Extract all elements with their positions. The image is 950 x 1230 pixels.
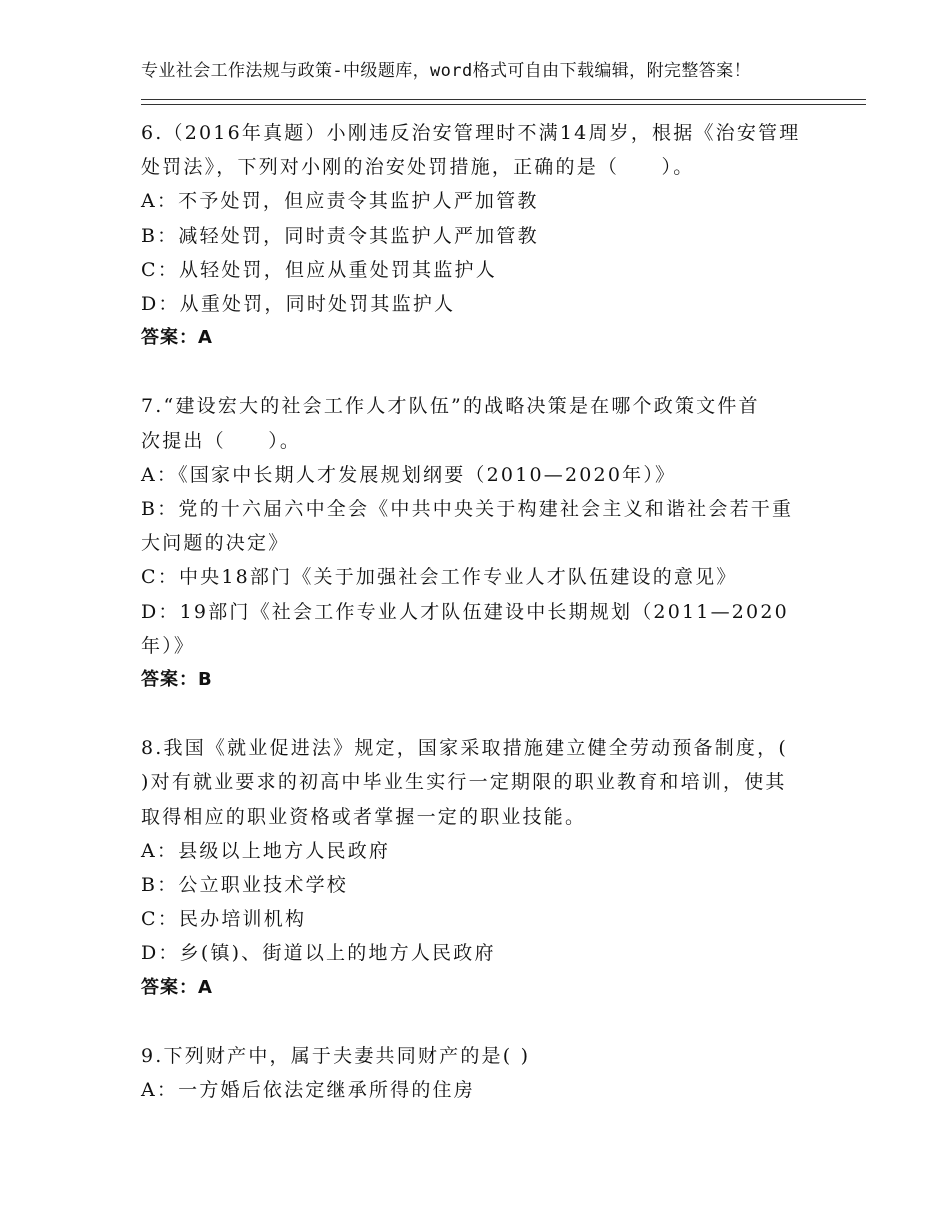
option-b-continued: 大问题的决定》 bbox=[141, 532, 290, 555]
question-9 bbox=[141, 1039, 821, 1107]
header-rule-top bbox=[141, 99, 866, 100]
option-b: B：减轻处罚，同时责令其监护人严加管教 bbox=[141, 224, 539, 247]
option-c: C：民办培训机构 bbox=[141, 908, 307, 931]
option-a: A：《国家中长期人才发展规划纲要（2010—2020年）》 bbox=[141, 463, 677, 486]
option-d: D：从重处罚，同时处罚其监护人 bbox=[141, 293, 456, 316]
question-list bbox=[141, 116, 821, 1141]
option-a: A：县级以上地方人民政府 bbox=[141, 839, 391, 862]
option-b: B：党的十六届六中全会《中共中央关于构建社会主义和谐社会若干重 bbox=[141, 498, 794, 521]
question-stem: 6.（2016年真题）小刚违反治安管理时不满14周岁，根据《治安管理 bbox=[141, 122, 801, 144]
answer-label: 答案：A bbox=[141, 327, 213, 349]
option-d: D：乡(镇)、街道以上的地方人民政府 bbox=[141, 942, 496, 965]
option-d: D：19部门《社会工作专业人才队伍建设中长期规划（2011—2020 bbox=[141, 600, 789, 623]
answer-label: 答案：A bbox=[141, 976, 213, 998]
option-d-continued: 年）》 bbox=[141, 634, 196, 657]
question-stem: 处罚法》，下列对小刚的治安处罚措施，正确的是（ ）。 bbox=[141, 156, 695, 179]
question-stem: 取得相应的职业资格或者掌握一定的职业技能。 bbox=[141, 805, 587, 828]
header-rule-bottom bbox=[141, 104, 866, 105]
question-stem: 7.“建设宏大的社会工作人才队伍”的战略决策是在哪个政策文件首 bbox=[141, 395, 760, 418]
question-stem: 次提出（ ）。 bbox=[141, 429, 302, 452]
question-8 bbox=[141, 731, 821, 1005]
option-a: A：不予处罚，但应责令其监护人严加管教 bbox=[141, 190, 539, 213]
question-stem: 9.下列财产中，属于夫妻共同财产的是( ) bbox=[141, 1044, 531, 1067]
option-c: C：从轻处罚，但应从重处罚其监护人 bbox=[141, 258, 497, 281]
option-b: B：公立职业技术学校 bbox=[141, 874, 348, 897]
question-stem: )对有就业要求的初高中毕业生实行一定期限的职业教育和培训，使其 bbox=[141, 771, 787, 794]
page-header: 专业社会工作法规与政策-中级题库，word格式可自由下载编辑，附完整答案！ bbox=[141, 61, 751, 81]
question-stem: 8.我国《就业促进法》规定，国家采取措施建立健全劳动预备制度，( bbox=[141, 737, 788, 760]
question-7 bbox=[141, 389, 821, 697]
option-c: C：中央18部门《关于加强社会工作专业人才队伍建设的意见》 bbox=[141, 566, 738, 589]
question-6 bbox=[141, 116, 821, 355]
answer-label: 答案：B bbox=[141, 669, 213, 691]
option-a: A：一方婚后依法定继承所得的住房 bbox=[141, 1079, 475, 1102]
